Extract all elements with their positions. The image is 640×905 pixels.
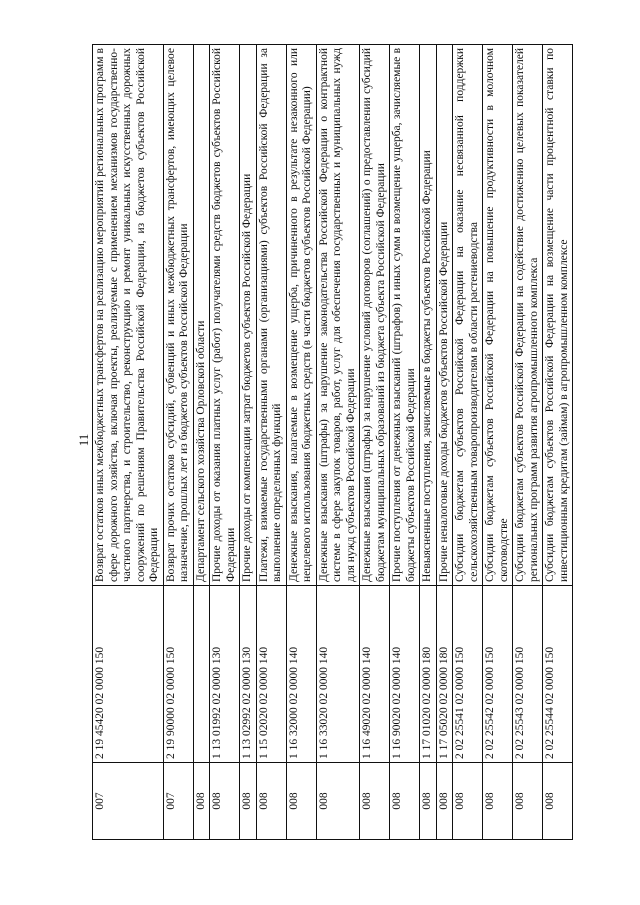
revenue-name-cell: Возврат прочих остатков субсидий, субвенций и иных межбюджетных трансфертов, имеющих целевое назначение, прошлых лет из бюджетов субъектов Российской Федерации (163, 45, 193, 586)
budget-classification-code-cell: 2 02 25544 02 0000 150 (543, 586, 573, 763)
budget-classification-code-cell: 2 02 25543 02 0000 150 (513, 586, 543, 763)
revenue-name-cell: Департамент сельского хозяйства Орловской области (193, 45, 210, 586)
budget-classification-code-cell: 1 15 02020 02 0000 140 (256, 586, 286, 763)
table-row (240, 45, 257, 840)
revenue-name-cell: Субсидии бюджетам субъектов Российской Федерации на содействие достижению целевых показателей региональных программ развития агропромышленного комплекса (513, 45, 543, 586)
table-row (210, 45, 240, 840)
table-row (453, 45, 483, 840)
budget-classification-code-cell: 1 16 33020 02 0000 140 (316, 586, 360, 763)
budget-classification-code-cell: 1 17 01020 02 0000 180 (420, 586, 437, 763)
table-row (483, 45, 513, 840)
table-row (193, 45, 210, 840)
revenue-name-cell: Денежные взыскания (штрафы) за нарушение условий договоров (соглашений) о предоставлении субсидий бюджетам муниципальных образований из бюджета субъекта Российской Федерации (360, 45, 390, 586)
admin-code-cell: 008 (286, 763, 316, 840)
admin-code-cell: 008 (483, 763, 513, 840)
table-row (316, 45, 360, 840)
table-row (543, 45, 573, 840)
budget-classification-code-cell: 1 16 90020 02 0000 140 (390, 586, 420, 763)
admin-code-cell: 008 (543, 763, 573, 840)
revenue-name-cell: Денежные взыскания, налагаемые в возмещение ущерба, причиненного в результате незаконного или нецелевого использования бюджетных средств (в части бюджетов субъектов Российской Федерации) (286, 45, 316, 586)
table-row (513, 45, 543, 840)
revenue-name-cell: Субсидии бюджетам субъектов Российской Федерации на оказание несвязанной поддержки сельскохозяйственным товаропроизводителям в области растениеводства (453, 45, 483, 586)
table-row (436, 45, 453, 840)
admin-code-cell: 008 (210, 763, 240, 840)
table-row (163, 45, 193, 840)
page-number: 11 (76, 433, 91, 447)
admin-code-cell: 007 (163, 763, 193, 840)
admin-code-cell: 007 (93, 763, 164, 840)
revenue-name-cell: Субсидии бюджетам субъектов Российской Федерации на возмещение части процентной ставки по инвестиционным кредитам (займам) в агропромышленном комплексе (543, 45, 573, 586)
budget-classification-code-cell: 2 19 90000 02 0000 150 (163, 586, 193, 763)
table-row (420, 45, 437, 840)
budget-classification-code-cell: 2 19 45420 02 0000 150 (93, 586, 164, 763)
budget-classification-code-cell: 1 16 49020 02 0000 140 (360, 586, 390, 763)
table-row (390, 45, 420, 840)
admin-code-cell: 008 (360, 763, 390, 840)
revenue-name-cell: Прочие доходы от оказания платных услуг (работ) получателями средств бюджетов субъектов Российской Федерации (210, 45, 240, 586)
revenue-name-cell: Платежи, взимаемые государственными органами (организациями) субъектов Российской Федерации за выполнение определенных функций (256, 45, 286, 586)
admin-code-cell: 008 (240, 763, 257, 840)
revenue-name-cell: Прочие неналоговые доходы бюджетов субъектов Российской Федерации (436, 45, 453, 586)
table-row (93, 45, 164, 840)
budget-classification-code-cell: 1 16 32000 02 0000 140 (286, 586, 316, 763)
admin-code-cell: 008 (256, 763, 286, 840)
table-row (286, 45, 316, 840)
admin-code-cell: 008 (513, 763, 543, 840)
budget-classification-code-cell: 1 13 01992 02 0000 130 (210, 586, 240, 763)
revenue-name-cell: Возврат остатков иных межбюджетных трансфертов на реализацию мероприятий региональных программ в сфере дорожного хозяйства, включая проекты, реализуемые с применением механизмов государственно-частного партнерства, и строительство, реконструкцию и ремонт уникальных искусственных дорожных сооружений по решениям Правительства Российской Федерации, из бюджетов субъектов Российской Федерации (93, 45, 164, 586)
budget-classification-code-cell (193, 586, 210, 763)
admin-code-cell: 008 (420, 763, 437, 840)
budget-classification-code-cell: 1 17 05020 02 0000 180 (436, 586, 453, 763)
budget-classification-code-cell: 1 13 02992 02 0000 130 (240, 586, 257, 763)
table-row (360, 45, 390, 840)
revenue-name-cell: Денежные взыскания (штрафы) за нарушение законодательства Российской Федерации о контрактной системе в сфере закупок товаров, работ, услуг для обеспечения государственных и муниципальных нужд для нужд субъектов Российской Федерации (316, 45, 360, 586)
rotated-table-container (92, 44, 570, 840)
budget-classification-code-cell: 2 02 25542 02 0000 150 (483, 586, 513, 763)
budget-classification-code-cell: 2 02 25541 02 0000 150 (453, 586, 483, 763)
revenue-codes-table (92, 44, 573, 840)
table-row (256, 45, 286, 840)
admin-code-cell: 008 (193, 763, 210, 840)
revenue-name-cell: Субсидии бюджетам субъектов Российской Федерации на повышение продуктивности в молочном скотоводстве (483, 45, 513, 586)
revenue-name-cell: Прочие поступления от денежных взысканий (штрафов) и иных сумм в возмещение ущерба, зачисляемые в бюджеты субъектов Российской Федерации (390, 45, 420, 586)
revenue-name-cell: Невыясненные поступления, зачисляемые в бюджеты субъектов Российской Федерации (420, 45, 437, 586)
admin-code-cell: 008 (453, 763, 483, 840)
admin-code-cell: 008 (436, 763, 453, 840)
admin-code-cell: 008 (390, 763, 420, 840)
admin-code-cell: 008 (316, 763, 360, 840)
table-body (93, 45, 573, 840)
revenue-name-cell: Прочие доходы от компенсации затрат бюджетов субъектов Российской Федерации (240, 45, 257, 586)
